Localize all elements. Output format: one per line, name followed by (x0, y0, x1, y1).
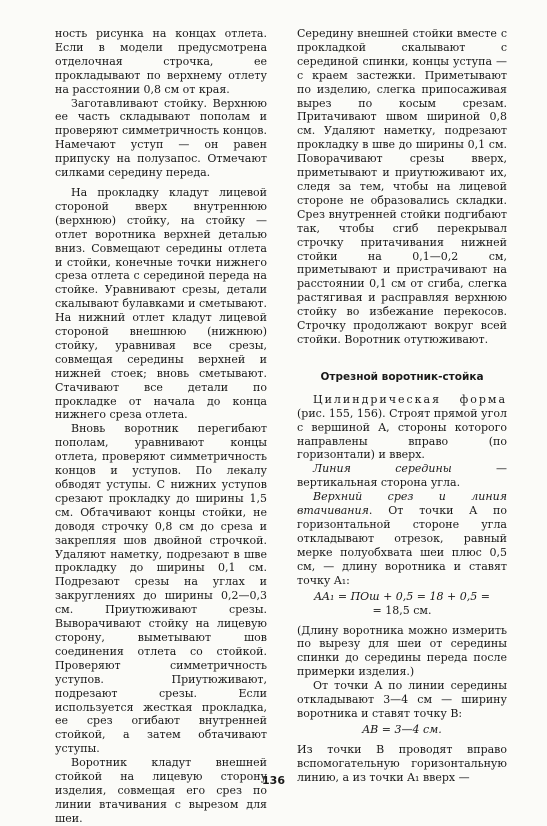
term-label: Верхний срез и линия втачивания (297, 490, 507, 518)
paragraph: Из точки B проводят вправо вспомогательную горизонтальную линию, а из точки A₁ вверх — (297, 742, 507, 784)
paragraph: На прокладку кладут лицевой стороной вверх внутреннюю (верхнюю) стойку, на стойку — отлет воротника верхней деталью вниз. Совмещают середины отлета и стойки, конечные точки нижнего среза отлета с серединой переда на стойке. Уравнивают срезы, детали скалывают булавками и сметывают. На нижний отлет кладут лицевой стороной внешнюю (нижнюю) стойку, уравнивая все срезы, совмещая середины верхней и нижней стоек; вновь сметывают. Стачивают все детали по прокладке от начала до конца нижнего среза отлета. (55, 185, 267, 422)
paragraph: Линия середины — вертикальная сторона угла. (297, 462, 508, 490)
paragraph: Заготавливают стойку. Верхнюю ее часть складывают пополам и проверяют симметричность концов. Намечают уступ — он равен припуску на полузапос. Отмечают силками середину переда. (55, 96, 267, 180)
paragraph: От точки A по линии середины откладывают 3—4 см — ширину воротника и ставят точку B: (297, 679, 507, 720)
paragraph: Верхний срез и линия втачивания. От точки A по горизонтальной стороне угла откладывают отрезок, равный мерке полуобхвата шеи плюс 0,5 см, — длину воротника и ставят точку A₁: (297, 490, 507, 587)
paragraph: Воротник кладут внешней стойкой на лицевую сторону изделия, совмещая его срез по линии втачивания с вырезом для шеи. (55, 756, 267, 825)
formula: AA₁ = ПОш + 0,5 = 18 + 0,5 = = 18,5 см. (314, 589, 490, 617)
page-number: 136 (262, 774, 285, 787)
formula: AB = 3—4 см. (362, 722, 442, 736)
paragraph: Вновь воротник перегибают пополам, уравнивают концы отлета, проверяют симметричность концов и уступов. По лекалу обводят уступы. С нижних уступов срезают прокладку до ширины 1,5 см. Обтачивают концы стойки, не доводя строчку 0,8 см до среза и закрепляя шов двойной строчкой. Удаляют наметку, подрезают в шве прокладку до ширины 0,1 см. Подрезают срезы на углах и закруглениях до ширины 0,2—0,3 см. Приутюживают срезы. Выворачивают стойку на лицевую сторону, выметывают шов соединения отлета со стойкой. Проверяют симметричность уступов. Приутюживают, подрезают срезы. Если используется жесткая прокладка, ее срез огибают внутренней стойкой, а затем обтачивают уступы. (55, 422, 267, 756)
right-column (297, 27, 507, 785)
paragraph: Середину внешней стойки вместе с прокладкой скалывают с серединой спинки, концы уступа — с краем застежки. Приметывают по изделию, слегка припосаживая вырез по косым срезам. Притачивают швом шириной 0,8 см. Удаляют наметку, подрезают прокладку в шве до ширины 0,1 см. Поворачивают срезы вверх, приметывают и приутюживают их, следя за тем, чтобы на лицевой стороне не образовались складки. Срез внутренней стойки подгибают так, чтобы сгиб перекрывал строчку притачивания нижней стойки на 0,1—0,2 см, приметывают и пристрачивают на расстоянии 0,1 см от сгиба, слегка растягивая и расправляя верхнюю стойку во избежание перекосов. Строчку продолжают вокруг всей стойки. Воротник отутюживают. (297, 27, 507, 346)
term-label: Линия середины (313, 462, 452, 476)
term-label: Цилиндрическая форма (313, 392, 507, 406)
paragraph: Цилиндрическая форма (рис. 155, 156). Строят прямой угол с вершиной A, стороны которого направлены вправо (по горизонтали) и вверх. (297, 392, 507, 462)
paragraph: (Длину воротника можно измерить по вырезу для шеи от середины спинки до середины переда после примерки изделия.) (297, 623, 507, 679)
section-heading: Отрезной воротник-стойка (320, 370, 484, 383)
left-column (55, 27, 267, 826)
paragraph: ность рисунка на концах отлета. Если в модели предусмотрена отделочная строчка, ее прокладывают по верхнему отлету на расстоянии 0,8 см от края. (55, 27, 267, 96)
